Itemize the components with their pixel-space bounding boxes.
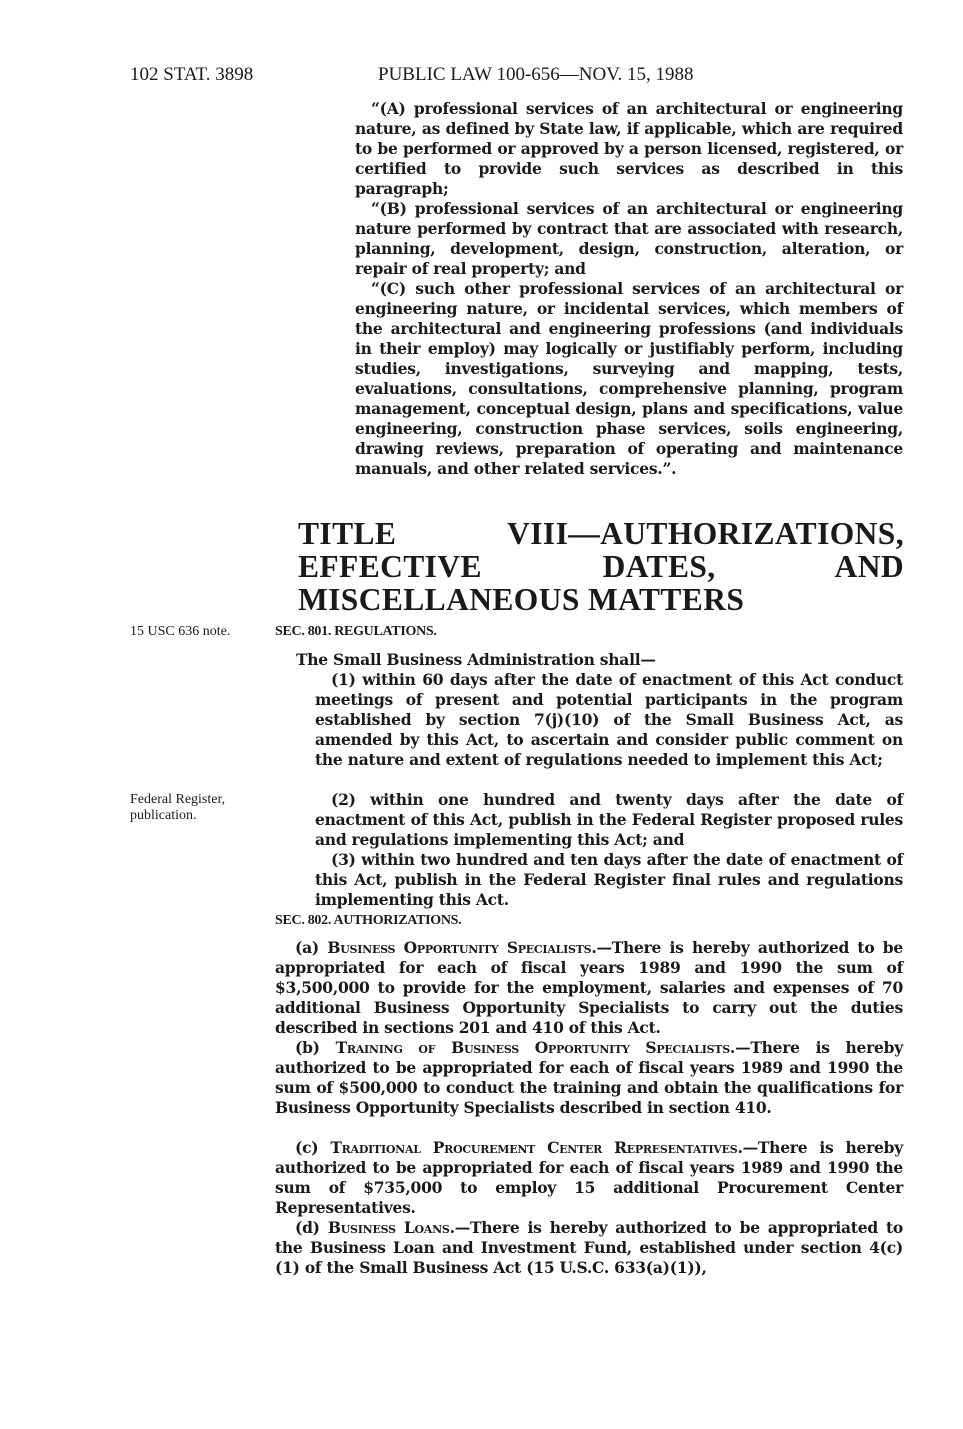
section-801-item-2: (2) within one hundred and twenty days after the date of enactment of this Act, publish in the Federal Register proposed rules and regulations implementing this Act; and [315,790,903,849]
caption-d: Business Loans. [327,1218,455,1237]
caption-a: Business Opportunity Specialists. [327,938,597,957]
section-802-para-b: (b) Training of Business Opportunity Specialists.—There is hereby authorized to be appropriated for each of fiscal years 1989 and 1990 the sum of $500,000 to conduct the training and obtain the qualifications for Business Opportunity Specialists described in section 410. [275,1038,903,1117]
law-reference: PUBLIC LAW 100-656—NOV. 15, 1988 [378,64,694,85]
section-802-heading: SEC. 802. AUTHORIZATIONS. [275,913,462,928]
section-802-para-c: (c) Traditional Procurement Center Representatives.—There is hereby authorized to be appropriated for each of fiscal years 1989 and 1990 the sum of $735,000 to employ 15 additional Procurement Center Representatives. [275,1138,903,1217]
margin-note-federal-register: Federal Register, publication. [130,792,226,823]
section-801-intro: The Small Business Administration shall— [296,650,656,669]
title-heading: TITLE VIII—AUTHORIZATIONS, EFFECTIVE DATES, AND MISCELLANEOUS MATTERS [298,516,904,617]
section-801-item-3: (3) within two hundred and ten days after the date of enactment of this Act, publish in the Federal Register final rules and regulations implementing this Act. [315,850,903,909]
caption-b: Training of Business Opportunity Specialists. [335,1038,736,1057]
margin-note-usc: 15 USC 636 note. [130,624,231,639]
caption-c: Traditional Procurement Center Representatives. [330,1138,743,1157]
section-802-para-d: (d) Business Loans.—There is hereby authorized to be appropriated to the Business Loan and Investment Fund, established under section 4(c)(1) of the Small Business Act (15 U.S.C. 633(a)(1)), [275,1218,903,1277]
section-801-heading: SEC. 801. REGULATIONS. [275,624,437,639]
definition-b: “(B) professional services of an architectural or engineering nature performed by contract that are associated with research, planning, development, design, construction, alteration, or repair of real property; and [355,199,903,278]
quoted-definitions [355,99,903,479]
section-802-body [275,938,903,1278]
section-802-para-a: (a) Business Opportunity Specialists.—There is hereby authorized to be appropriated for each of fiscal years 1989 and 1990 the sum of $3,500,000 to provide for the employment, salaries and expenses of 70 additional Business Opportunity Specialists to carry out the duties described in sections 201 and 410 of this Act. [275,938,904,1037]
page-header [130,64,903,88]
definition-a: “(A) professional services of an architectural or engineering nature, as defined by State law, if applicable, which are required to be performed or approved by a person licensed, registered, or certified to provide such services as described in this paragraph; [355,99,903,198]
page-reference: 102 STAT. 3898 [130,64,254,85]
section-801-item-1: (1) within 60 days after the date of enactment of this Act conduct meetings of present and potential participants in the program established by section 7(j)(10) of the Small Business Act, as amended by this Act, to ascertain and consider public comment on the nature and extent of regulations needed to implement this Act; [315,670,903,769]
definition-c: “(C) such other professional services of an architectural or engineering nature, or incidental services, which members of the architectural and engineering professions (and individuals in their employ) may logically or justifiably perform, including studies, investigations, surveying and mapping, tests, evaluations, consultations, comprehensive planning, program management, conceptual design, plans and specifications, value engineering, construction phase services, soils engineering, drawing reviews, preparation of operating and maintenance manuals, and other related services.”. [355,279,903,478]
section-801-list [315,670,903,910]
